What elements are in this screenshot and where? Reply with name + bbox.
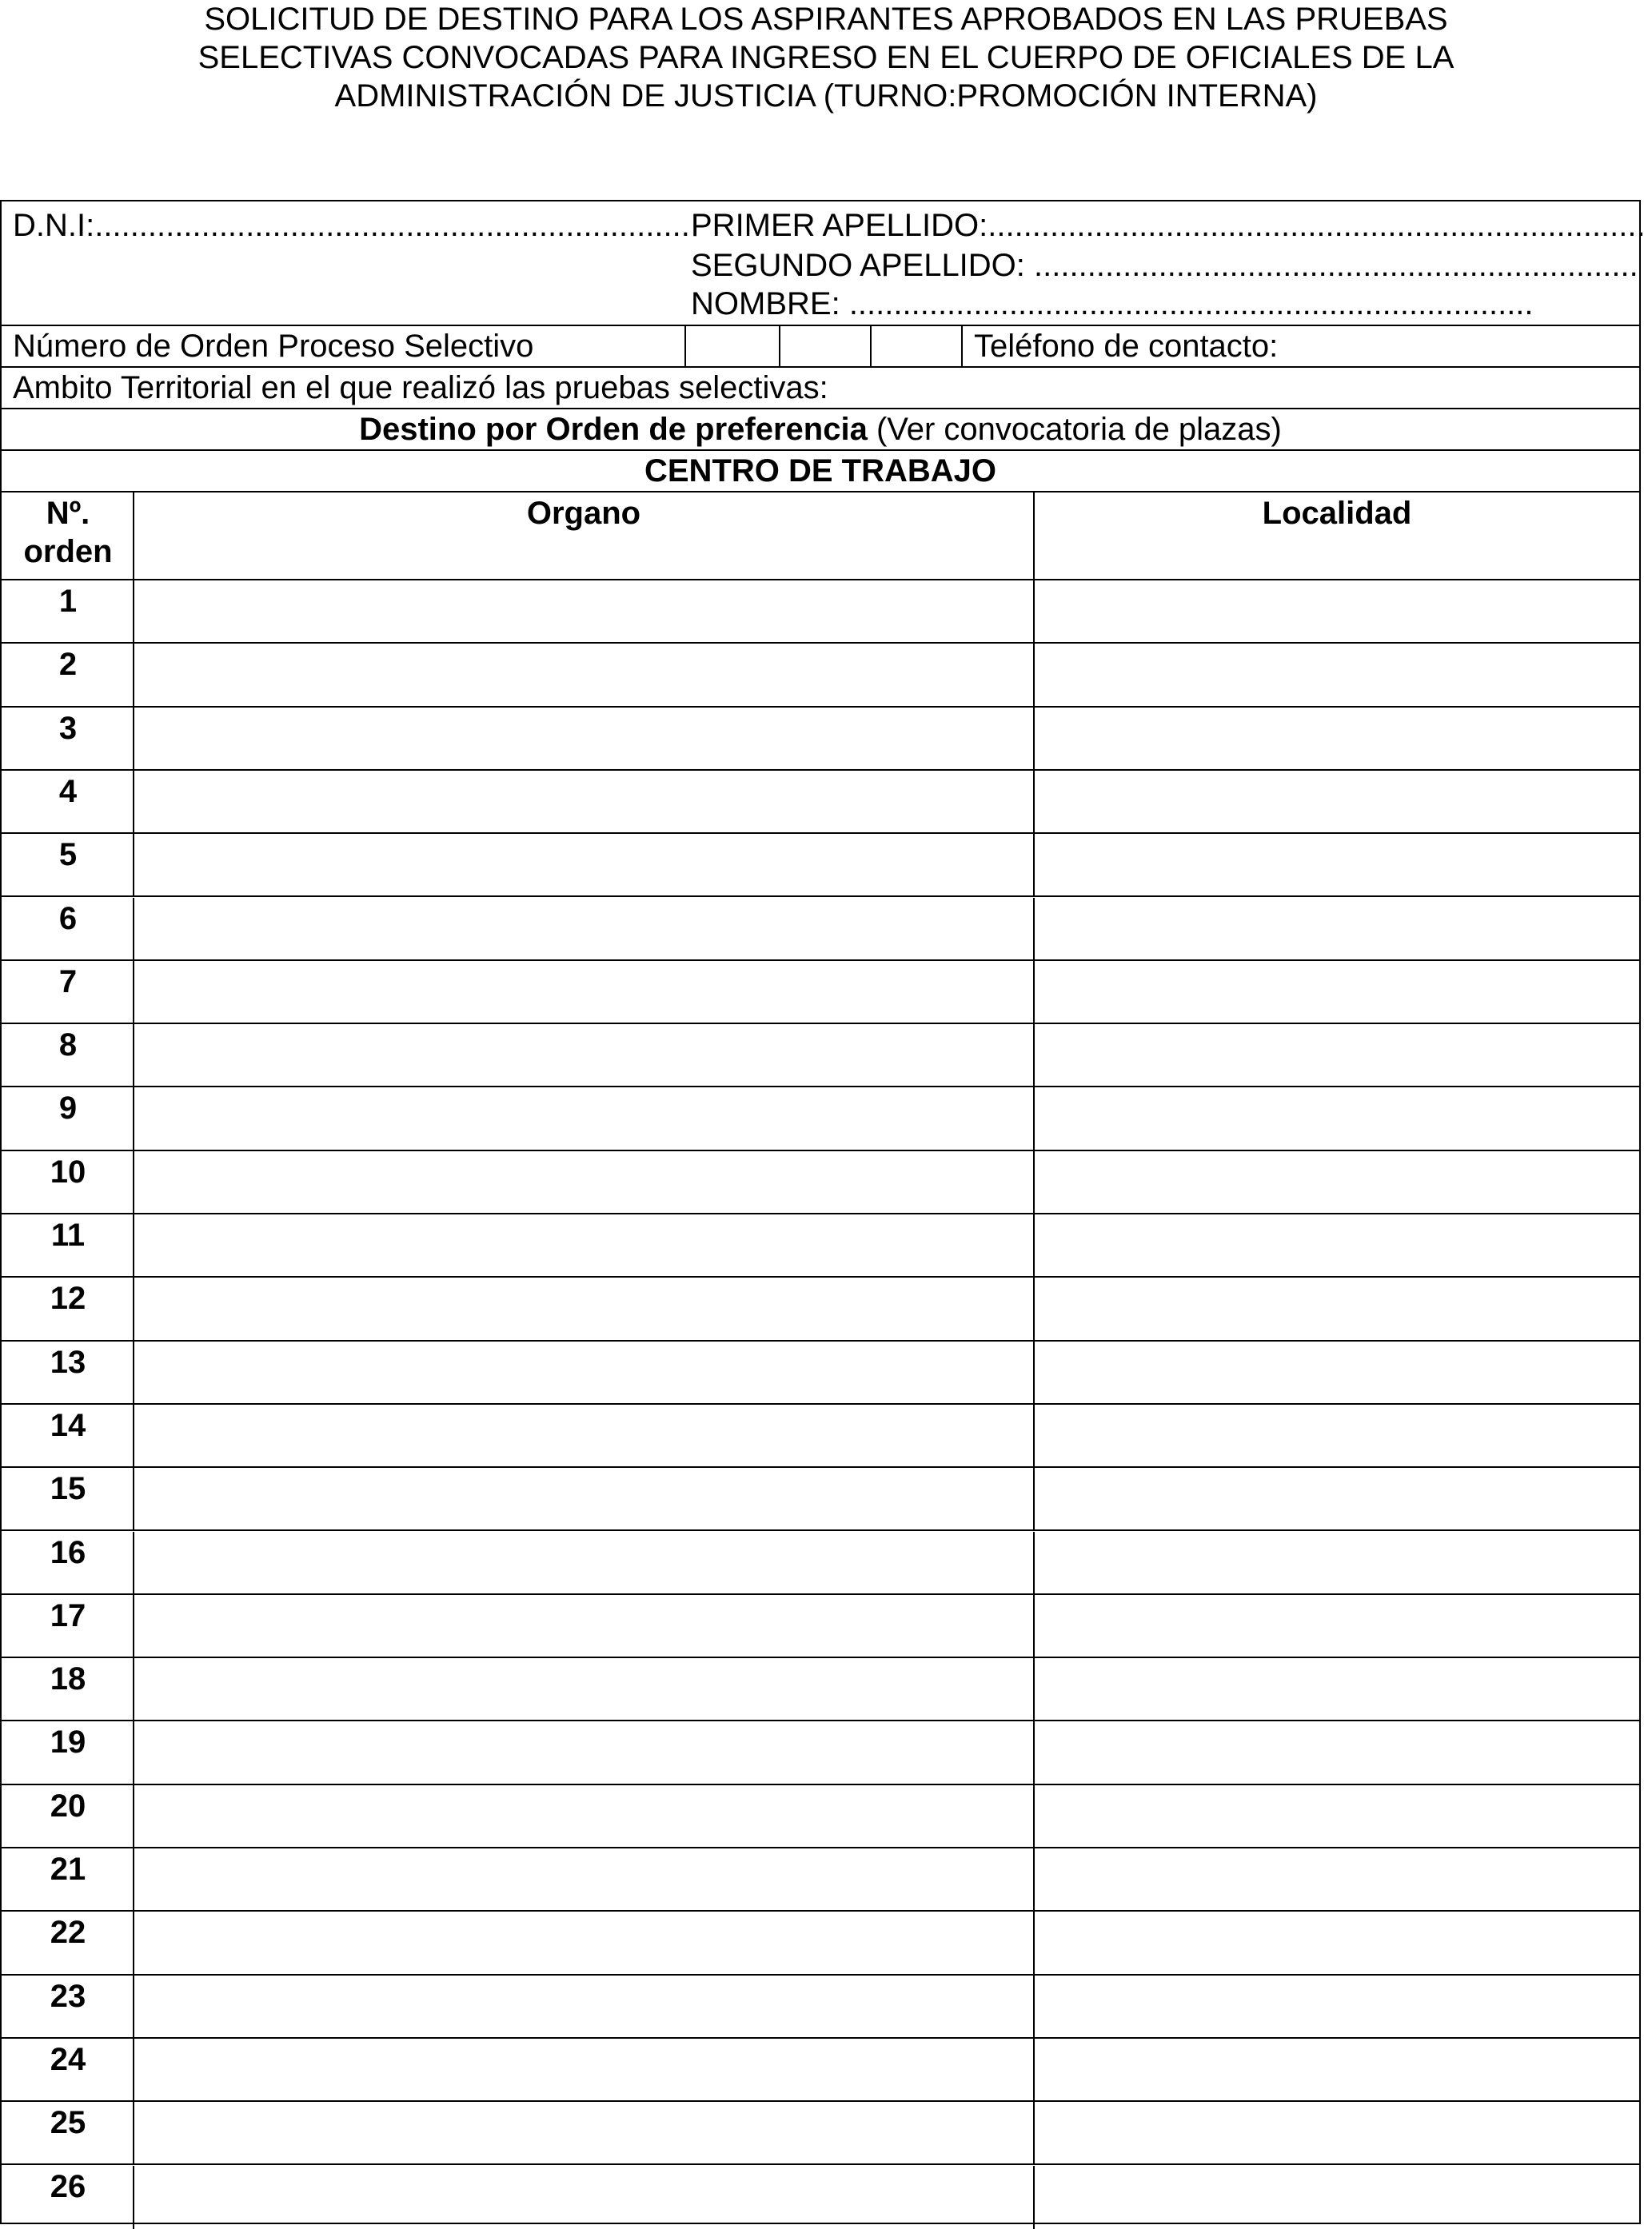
organo-cell[interactable]	[133, 708, 1033, 769]
organo-cell[interactable]	[133, 1405, 1033, 1466]
table-row	[2, 1087, 1639, 1150]
row-number: 10	[50, 1154, 86, 1190]
row-number: 19	[50, 1725, 86, 1760]
organo-header-cell	[133, 492, 1033, 579]
organo-cell[interactable]	[133, 580, 1033, 642]
organo-cell[interactable]	[133, 1468, 1033, 1529]
localidad-cell[interactable]	[1033, 2102, 1639, 2163]
orden-box-2[interactable]	[779, 326, 870, 366]
column-header-row	[2, 492, 1639, 580]
localidad-cell[interactable]	[1033, 898, 1639, 959]
table-row	[2, 1721, 1639, 1784]
nombre-dots: .............................................................................	[848, 286, 1534, 321]
organo-cell[interactable]	[133, 834, 1033, 895]
table-row	[2, 1342, 1639, 1405]
table-row	[2, 2102, 1639, 2165]
table-row	[2, 1976, 1639, 2039]
orden-label: Número de Orden Proceso Selectivo	[13, 329, 534, 364]
row-number: 16	[50, 1534, 86, 1570]
row-number: 18	[50, 1661, 86, 1697]
organo-cell[interactable]	[133, 2166, 1033, 2229]
num-header-line-1: Nº.	[46, 496, 90, 531]
destino-note: (Ver convocatoria de plazas)	[876, 412, 1282, 447]
table-row	[2, 1405, 1639, 1468]
row-number: 8	[58, 1027, 78, 1063]
localidad-cell[interactable]	[1033, 1848, 1639, 1910]
form-title	[0, 0, 1652, 115]
localidad-cell[interactable]	[1033, 771, 1639, 832]
organo-cell[interactable]	[133, 644, 1033, 705]
title-line-3: ADMINISTRACIÓN DE JUSTICIA (TURNO:PROMOCIÓN INTERNA)	[334, 78, 1318, 114]
localidad-cell[interactable]	[1033, 1342, 1639, 1403]
localidad-cell[interactable]	[1033, 1595, 1639, 1657]
centro-row	[2, 451, 1639, 492]
localidad-cell[interactable]	[1033, 644, 1639, 705]
segundo-apellido-field[interactable]	[691, 246, 1638, 285]
organo-cell[interactable]	[133, 1151, 1033, 1213]
table-row	[2, 961, 1639, 1024]
organo-cell[interactable]	[133, 2102, 1033, 2163]
table-row	[2, 1912, 1639, 1975]
organo-cell[interactable]	[133, 1785, 1033, 1847]
row-number: 24	[50, 2041, 86, 2077]
row-number: 6	[58, 900, 78, 936]
segundo-apellido-dots: ....................................................................	[1034, 248, 1638, 283]
organo-cell[interactable]	[133, 1912, 1033, 1973]
organo-cell[interactable]	[133, 2039, 1033, 2100]
row-number: 12	[50, 1281, 86, 1317]
row-number: 20	[50, 1788, 86, 1824]
row-number: 23	[50, 1978, 86, 2014]
row-number: 22	[50, 1915, 86, 1951]
localidad-cell[interactable]	[1033, 1976, 1639, 2037]
primer-apellido-dots: ..........................................................................	[988, 208, 1646, 243]
row-number: 2	[58, 647, 78, 683]
ambito-label: Ambito Territorial en el que realizó las pruebas selectivas:	[13, 370, 828, 405]
localidad-cell[interactable]	[1033, 1024, 1639, 1086]
table-row	[2, 708, 1639, 771]
localidad-header: Localidad	[1262, 496, 1412, 531]
row-number: 25	[50, 2105, 86, 2141]
organo-cell[interactable]	[133, 1658, 1033, 1720]
row-number: 14	[50, 1407, 86, 1443]
row-number: 17	[50, 1597, 86, 1633]
organo-cell[interactable]	[133, 1214, 1033, 1276]
row-number: 3	[58, 710, 78, 746]
row-number: 11	[50, 1218, 86, 1253]
table-row	[2, 1214, 1639, 1278]
localidad-cell[interactable]	[1033, 1658, 1639, 1720]
row-number: 5	[58, 837, 78, 873]
row-number: 7	[58, 963, 78, 999]
application-form	[0, 200, 1646, 2224]
row-number: 13	[50, 1344, 86, 1380]
nombre-field[interactable]	[691, 285, 1534, 323]
table-row	[2, 1151, 1639, 1214]
localidad-cell[interactable]	[1033, 1278, 1639, 1339]
dni-label: D.N.I:	[13, 208, 95, 243]
localidad-cell[interactable]	[1033, 1785, 1639, 1847]
dni-field[interactable]	[13, 206, 690, 245]
localidad-cell[interactable]	[1033, 1532, 1639, 1593]
table-row	[2, 1532, 1639, 1595]
organo-cell[interactable]	[133, 898, 1033, 959]
organo-cell[interactable]	[133, 1595, 1033, 1657]
title-line-2: SELECTIVAS CONVOCADAS PARA INGRESO EN EL CUERPO DE OFICIALES DE LA	[198, 40, 1454, 75]
personal-data-section	[2, 201, 1646, 326]
num-header-line-2: orden	[23, 534, 113, 569]
organo-cell[interactable]	[133, 1848, 1033, 1910]
table-row	[2, 580, 1639, 644]
localidad-cell[interactable]	[1033, 580, 1639, 642]
organo-header: Organo	[526, 496, 641, 531]
localidad-cell[interactable]	[1033, 1468, 1639, 1529]
orden-row	[2, 326, 1639, 368]
table-row	[2, 1278, 1639, 1341]
localidad-cell[interactable]	[1033, 1151, 1639, 1213]
table-row	[2, 898, 1639, 961]
localidad-cell[interactable]	[1033, 1214, 1639, 1276]
localidad-header-cell	[1033, 492, 1639, 579]
table-row	[2, 1468, 1639, 1531]
organo-cell[interactable]	[133, 1342, 1033, 1403]
localidad-cell[interactable]	[1033, 1405, 1639, 1466]
primer-apellido-field[interactable]	[691, 206, 1646, 245]
localidad-cell[interactable]	[1033, 961, 1639, 1023]
organo-cell[interactable]	[133, 1087, 1033, 1149]
organo-cell[interactable]	[133, 1278, 1033, 1339]
orden-box-3[interactable]	[870, 326, 961, 366]
localidad-cell[interactable]	[1033, 2166, 1639, 2229]
telefono-label: Teléfono de contacto:	[974, 329, 1279, 364]
table-row	[2, 1785, 1639, 1848]
table-row	[2, 1024, 1639, 1087]
row-number: 15	[50, 1471, 86, 1507]
table-row	[2, 1595, 1639, 1658]
primer-apellido-label: PRIMER APELLIDO:	[691, 208, 988, 243]
organo-cell[interactable]	[133, 1976, 1033, 2037]
nombre-label: NOMBRE:	[691, 286, 840, 321]
segundo-apellido-label: SEGUNDO APELLIDO:	[691, 248, 1025, 283]
destino-row	[2, 409, 1639, 451]
organo-cell[interactable]	[133, 1721, 1033, 1783]
table-row	[2, 644, 1639, 707]
row-number: 26	[50, 2168, 86, 2204]
table-row	[2, 1658, 1639, 1721]
centro-label: CENTRO DE TRABAJO	[644, 453, 997, 488]
organo-cell[interactable]	[133, 1532, 1033, 1593]
localidad-cell[interactable]	[1033, 2039, 1639, 2100]
table-row	[2, 2166, 1639, 2229]
organo-cell[interactable]	[133, 771, 1033, 832]
destino-bold-label: Destino por Orden de preferencia	[359, 412, 868, 447]
row-number: 4	[58, 773, 78, 809]
organo-cell[interactable]	[133, 1024, 1033, 1086]
localidad-cell[interactable]	[1033, 708, 1639, 769]
title-line-1: SOLICITUD DE DESTINO PARA LOS ASPIRANTES APROBADOS EN LAS PRUEBAS	[204, 2, 1448, 37]
localidad-cell[interactable]	[1033, 1721, 1639, 1783]
localidad-cell[interactable]	[1033, 1087, 1639, 1149]
table-row	[2, 834, 1639, 897]
localidad-cell[interactable]	[1033, 1912, 1639, 1973]
localidad-cell[interactable]	[1033, 834, 1639, 895]
telefono-field[interactable]	[961, 326, 1639, 366]
orden-box-1[interactable]	[684, 326, 779, 366]
row-number: 1	[58, 584, 78, 619]
organo-cell[interactable]	[133, 961, 1033, 1023]
table-row	[2, 771, 1639, 834]
ambito-row[interactable]	[2, 368, 1639, 409]
num-orden-header	[2, 494, 134, 571]
dni-dots: ...................................................................	[94, 208, 690, 243]
table-row	[2, 1848, 1639, 1912]
table-row	[2, 2039, 1639, 2102]
row-number: 21	[50, 1852, 86, 1887]
row-number: 9	[58, 1091, 78, 1126]
